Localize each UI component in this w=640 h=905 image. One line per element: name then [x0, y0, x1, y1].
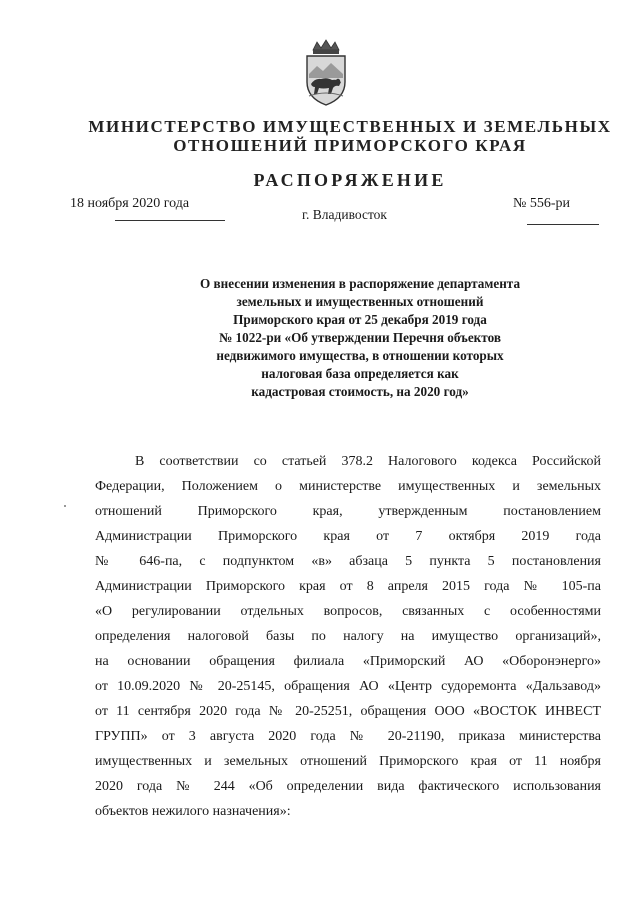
number-underline: [527, 224, 599, 225]
body-line: от 11 сентября 2020 года № 20-25251, обращения ООО «ВОСТОК ИНВЕСТ: [95, 704, 601, 719]
body-line: Администрации Приморского края от 8 апреля 2015 года № 105-па: [95, 579, 601, 594]
subject-line: О внесении изменения в распоряжение департамента: [199, 276, 521, 291]
document-type-title: РАСПОРЯЖЕНИЕ: [253, 170, 447, 190]
document-number: № 556-ри: [513, 196, 571, 211]
subject-line: кадастровая стоимость, на 2020 год»: [251, 384, 469, 399]
body-line: В соответствии со статьей 378.2 Налогового кодекса Российской: [135, 454, 601, 469]
subject-line: недвижимого имущества, в отношении которых: [216, 348, 504, 363]
body-line: Федерации, Положением о министерстве имущественных и земельных: [95, 479, 601, 494]
body-line: «О регулировании отдельных вопросов, связанных с особенностями: [95, 604, 601, 619]
subject-line: № 1022-ри «Об утверждении Перечня объектов: [219, 330, 501, 345]
body-line: 2020 года № 244 «Об определении вида фактического использования: [95, 779, 601, 794]
ministry-name-line-2: ОТНОШЕНИЙ ПРИМОРСКОГО КРАЯ: [173, 136, 527, 155]
subject-line: налоговая база определяется как: [261, 366, 459, 381]
ministry-name-line-1: МИНИСТЕРСТВО ИМУЩЕСТВЕННЫХ И ЗЕМЕЛЬНЫХ: [88, 117, 612, 136]
body-line: от 10.09.2020 № 20-25145, обращения АО «Центр судоремонта «Дальзавод»: [95, 679, 601, 694]
body-paragraph: [95, 449, 601, 824]
subject-line: земельных и имущественных отношений: [236, 294, 484, 309]
body-line: имущественных и земельных отношений Приморского края от 11 ноября: [95, 754, 601, 769]
scan-speck: [64, 505, 66, 507]
body-line: Администрации Приморского края от 7 октября 2019 года: [95, 529, 601, 544]
body-line: ГРУПП» от 3 августа 2020 года № 20-21190, приказа министерства: [95, 729, 601, 744]
body-line: объектов нежилого назначения»:: [95, 804, 291, 819]
document-date: 18 ноября 2020 года: [70, 196, 190, 211]
primorye-coat-of-arms-icon: [301, 38, 351, 108]
date-underline: [115, 220, 225, 221]
body-line: на основании обращения филиала «Приморский АО «Оборонэнерго»: [95, 654, 601, 669]
document-city: г. Владивосток: [302, 207, 387, 222]
body-line: отношений Приморского края, утвержденным постановлением: [95, 504, 601, 519]
document-subject: [140, 275, 580, 401]
subject-line: Приморского края от 25 декабря 2019 года: [233, 312, 487, 327]
body-line: № 646-па, с подпунктом «в» абзаца 5 пункта 5 постановления: [95, 554, 601, 569]
body-line: определения налоговой базы по налогу на имущество организаций»,: [95, 629, 601, 644]
